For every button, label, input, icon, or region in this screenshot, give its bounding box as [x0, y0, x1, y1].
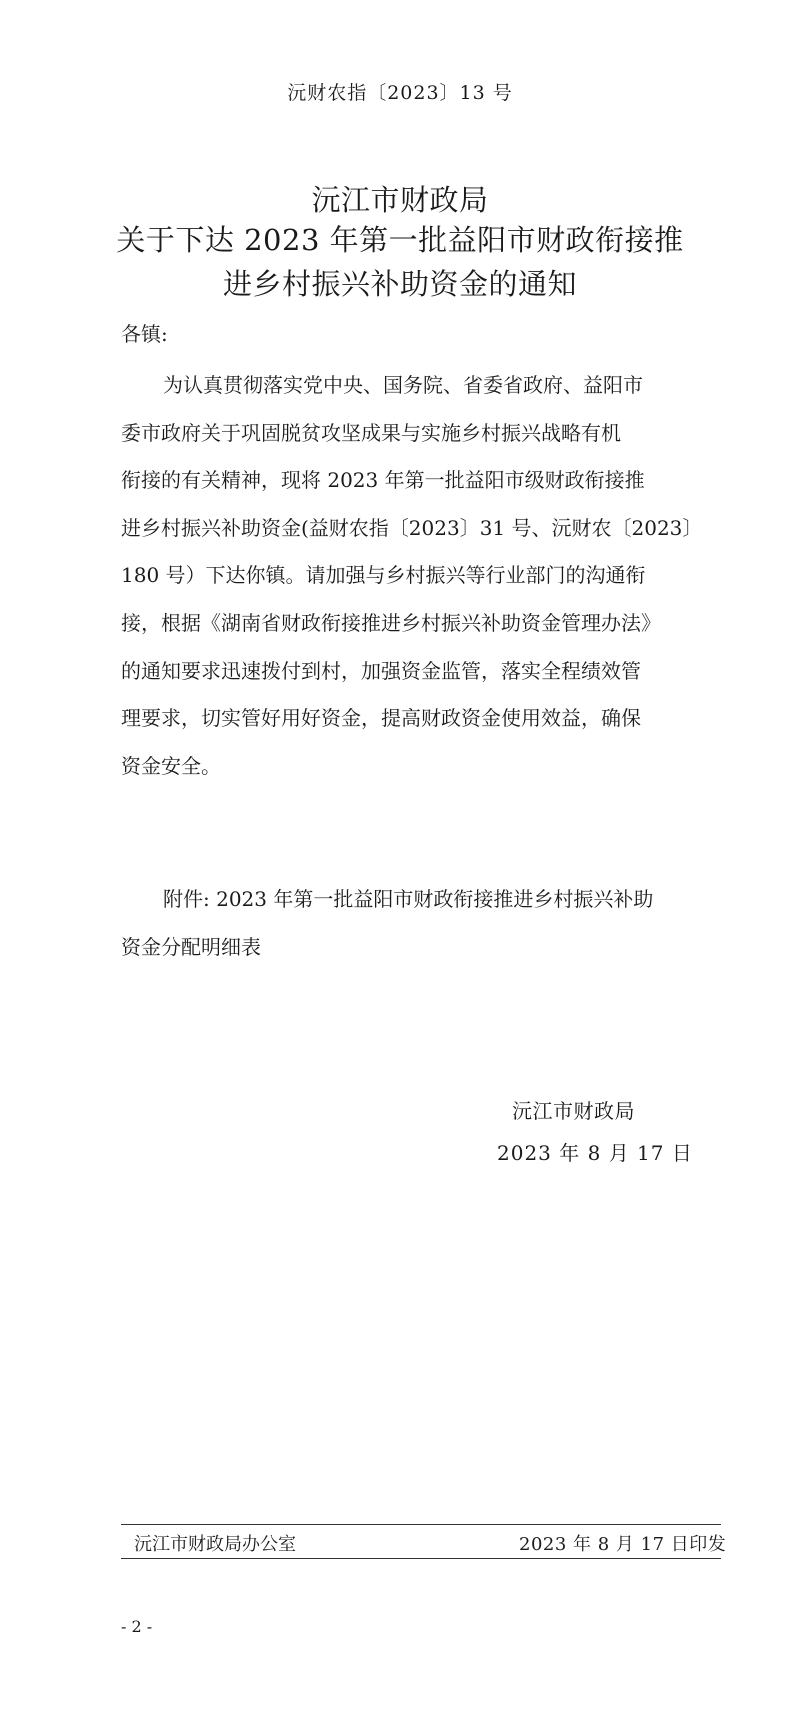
- body-line: 接，根据《湖南省财政衔接推进乡村振兴补助资金管理办法》: [121, 610, 661, 635]
- body-text: [121, 362, 703, 790]
- footer-rule-top: [121, 1524, 721, 1525]
- title-line-1: 沅江市财政局: [311, 183, 489, 217]
- body-line: 180 号）下达你镇。请加强与乡村振兴等行业部门的沟通衔: [121, 563, 646, 588]
- body-line: 委市政府关于巩固脱贫攻坚成果与实施乡村振兴战略有机: [121, 420, 621, 445]
- signature-date: 2023 年 8 月 17 日: [497, 1141, 693, 1165]
- title-line-3: 进乡村振兴补助资金的通知: [222, 267, 577, 301]
- body-line: 理要求，切实管好用好资金，提高财政资金使用效益，确保: [121, 706, 641, 731]
- attachment-note: [121, 876, 681, 971]
- footer-issue-date: 2023 年 8 月 17 日印发: [519, 1534, 727, 1555]
- title-line-2: 关于下达 2023 年第一批益阳市财政衔接推: [116, 223, 684, 257]
- page-number: - 2 -: [121, 1617, 153, 1636]
- attachment-line: 资金分配明细表: [121, 934, 261, 959]
- body-line: 的通知要求迅速拨付到村，加强资金监管，落实全程绩效管: [121, 658, 641, 683]
- signature-org: 沅江市财政局: [512, 1099, 635, 1123]
- body-line: 衔接的有关精神，现将 2023 年第一批益阳市级财政衔接推: [121, 468, 645, 493]
- footer-issuer: 沅江市财政局办公室: [134, 1534, 296, 1555]
- attachment-line: 附件: 2023 年第一批益阳市财政衔接推进乡村振兴补助: [163, 887, 654, 911]
- document-number: 沅财农指〔2023〕13 号: [287, 82, 513, 104]
- body-line: 为认真贯彻落实党中央、国务院、省委省政府、益阳市: [163, 373, 643, 397]
- salutation: 各镇:: [121, 322, 168, 346]
- footer-rule-bottom: [121, 1558, 721, 1559]
- body-line: 资金安全。: [121, 753, 221, 778]
- body-line: 进乡村振兴补助资金(益财农指〔2023〕31 号、沅财农〔2023〕: [121, 515, 703, 540]
